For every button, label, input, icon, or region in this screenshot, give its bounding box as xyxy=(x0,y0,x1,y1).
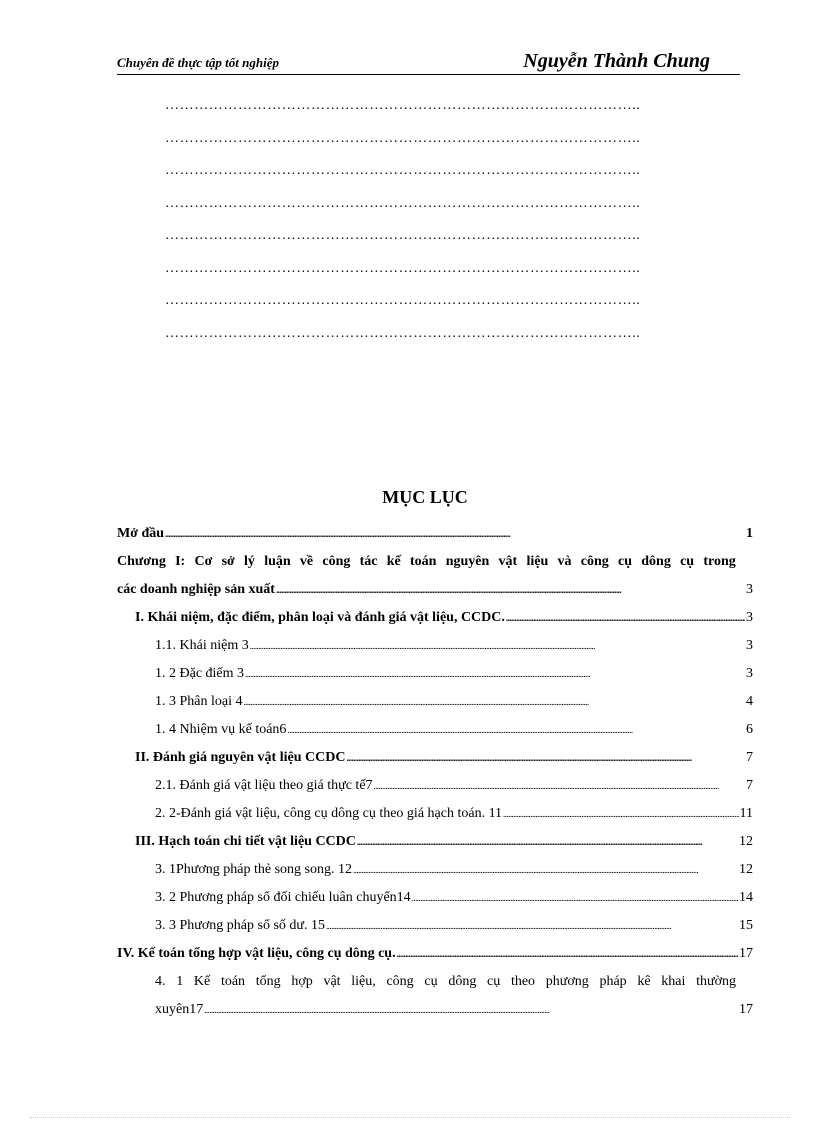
word: phương xyxy=(545,974,589,989)
toc-entry-1-4[interactable] xyxy=(117,720,753,748)
dot-leader xyxy=(326,916,738,936)
word: công xyxy=(322,554,351,569)
toc-entry-text: 1. 3 Phân loại 4 xyxy=(155,694,243,709)
dotted-line: …………………………………………………………………………………….. xyxy=(165,163,641,178)
word: vật xyxy=(323,974,341,989)
word: khai xyxy=(661,974,686,989)
word: Chương xyxy=(117,554,166,569)
toc-page-number: 17 xyxy=(739,946,753,961)
toc-entry-1-2[interactable] xyxy=(117,664,753,692)
word: cụ xyxy=(680,554,695,569)
header-doc-type: Chuyên đề thực tập tốt nghiệp xyxy=(117,55,279,70)
toc-page-number: 12 xyxy=(739,862,753,877)
word: 1 xyxy=(176,974,184,989)
toc-page-number: 3 xyxy=(746,582,753,597)
dotted-line: …………………………………………………………………………………….. xyxy=(165,260,641,276)
dotted-line: …………………………………………………………………………………….. xyxy=(165,195,641,211)
dot-leader xyxy=(244,692,746,712)
toc-title: MỤC LỤC xyxy=(382,487,468,507)
toc-page-number: 1 xyxy=(746,526,753,541)
toc-entry-section-4[interactable] xyxy=(117,944,753,972)
word: hợp xyxy=(291,974,313,989)
toc-entry-text: 3. 3 Phương pháp sổ số dư. 15 xyxy=(155,918,325,933)
word: cụ xyxy=(424,974,438,989)
dot-leader xyxy=(276,580,745,600)
word: và xyxy=(557,554,572,569)
word: nguyên xyxy=(445,554,490,569)
word: Cơ xyxy=(194,554,213,569)
toc-page-number: 17 xyxy=(739,1002,753,1017)
toc-entry-text: III. Hạch toán chi tiết vật liệu CCDC xyxy=(135,834,356,849)
toc-page-number: 3 xyxy=(746,666,753,681)
dotted-line: …………………………………………………………………………………….. xyxy=(165,293,641,308)
word: công xyxy=(580,554,609,569)
word: toán xyxy=(220,974,246,989)
toc-entry-text: Mở đầu xyxy=(117,526,165,541)
word: thường xyxy=(696,974,736,989)
dot-leader xyxy=(346,748,745,768)
toc-entry-2-1[interactable] xyxy=(117,776,753,804)
dotted-line: …………………………………………………………………………………….. xyxy=(165,98,641,113)
toc-entry-text: các doanh nghiệp sản xuất xyxy=(117,582,275,597)
word: 4. xyxy=(155,974,166,989)
toc-entry-3-2[interactable] xyxy=(117,888,753,916)
toc-entry-1-3[interactable] xyxy=(117,692,753,720)
toc-page-number: 6 xyxy=(746,722,753,737)
dot-leader xyxy=(397,944,738,964)
toc-page-number: 14 xyxy=(739,890,753,905)
toc-entry-chuong1-line2[interactable] xyxy=(117,580,753,608)
footer-divider xyxy=(30,1117,790,1118)
toc-page-number: 7 xyxy=(746,778,753,793)
word: dông xyxy=(641,554,671,569)
dot-leader xyxy=(412,888,738,908)
toc-entry-text: II. Đánh giá nguyên vật liệu CCDC xyxy=(135,750,346,765)
toc-entry-section-1[interactable] xyxy=(117,608,753,636)
word: liệu, xyxy=(351,974,376,989)
word: theo xyxy=(510,974,536,989)
toc-entry-chuong1-line1[interactable] xyxy=(117,552,736,580)
word: cụ xyxy=(618,554,632,569)
word: toán xyxy=(410,554,437,569)
toc-entry-text: I. Khái niệm, đặc điểm, phân loại và đánh giá vật liệu, CCDC. xyxy=(135,610,505,625)
word: tác xyxy=(359,554,378,569)
word: liệu xyxy=(526,554,549,569)
word: I: xyxy=(175,554,186,569)
dotted-lines-block xyxy=(165,96,745,356)
word: vật xyxy=(498,554,518,569)
dot-leader xyxy=(357,832,738,852)
dot-leader xyxy=(503,804,738,824)
dotted-line: …………………………………………………………………………………….. xyxy=(165,325,641,341)
toc-entry-text: 1.1. Khái niệm 3 xyxy=(155,638,249,653)
toc-page-number: 3 xyxy=(746,638,753,653)
toc-entry-text: xuyên17 xyxy=(155,1002,204,1017)
toc-entry-3-3[interactable] xyxy=(117,916,753,944)
dot-leader xyxy=(353,860,738,880)
dotted-line: …………………………………………………………………………………….. xyxy=(165,130,641,146)
page-header xyxy=(117,48,740,75)
word: trong xyxy=(703,554,736,569)
word: Kế xyxy=(193,974,211,989)
word: công xyxy=(386,974,414,989)
word: dông xyxy=(448,974,477,989)
word: tổng xyxy=(255,974,281,989)
word: luận xyxy=(264,554,291,569)
word: lý xyxy=(244,554,255,569)
word: kê xyxy=(637,974,651,989)
toc-page-number: 7 xyxy=(746,750,753,765)
dot-leader xyxy=(374,776,745,796)
toc-page-number: 15 xyxy=(739,918,753,933)
toc-entry-text: IV. Kế toán tổng hợp vật liệu, công cụ dông cụ. xyxy=(117,946,396,961)
toc-entry-text: 1. 2 Đặc điểm 3 xyxy=(155,666,245,681)
dot-leader xyxy=(245,664,745,684)
word: cụ xyxy=(487,974,501,989)
toc-entry-4-1-line2[interactable] xyxy=(117,1000,753,1028)
dot-leader xyxy=(287,720,745,740)
toc-entry-4-1-line1[interactable] xyxy=(155,972,736,1000)
word: về xyxy=(299,554,314,569)
word: sở xyxy=(221,554,235,569)
dotted-line: …………………………………………………………………………………….. xyxy=(165,228,641,243)
toc-entry-3-1[interactable] xyxy=(117,860,753,888)
toc-entry-2-2[interactable] xyxy=(117,804,753,832)
toc-entry-text: 2. 2-Đánh giá vật liệu, công cụ dông cụ theo giá hạch toán. 11 xyxy=(155,806,503,821)
dot-leader xyxy=(204,1000,738,1020)
toc-entry-text: 3. 2 Phương pháp sổ đối chiếu luân chuyển14 xyxy=(155,890,411,905)
toc-entry-text: 1. 4 Nhiệm vụ kế toán6 xyxy=(155,722,287,737)
word: kế xyxy=(386,554,401,569)
toc-page-number: 3 xyxy=(746,610,753,625)
toc-entry-section-2[interactable] xyxy=(117,748,753,776)
header-author: Nguyễn Thành Chung xyxy=(523,50,710,72)
toc-page-number: 4 xyxy=(746,694,753,709)
toc-entry-text: 3. 1Phương pháp thẻ song song. 12 xyxy=(155,862,352,877)
toc-entry-1-1[interactable] xyxy=(117,636,753,664)
dot-leader xyxy=(165,524,745,544)
word: pháp xyxy=(599,974,627,989)
dot-leader xyxy=(250,636,745,656)
toc-entry-mo-dau[interactable] xyxy=(117,524,753,552)
toc-page-number: 11 xyxy=(739,806,753,821)
toc-entry-section-3[interactable] xyxy=(117,832,753,860)
table-of-contents xyxy=(117,524,753,1028)
toc-entry-text: 2.1. Đánh giá vật liệu theo giá thực tế7 xyxy=(155,778,373,793)
dot-leader xyxy=(506,608,745,628)
toc-page-number: 12 xyxy=(739,834,753,849)
